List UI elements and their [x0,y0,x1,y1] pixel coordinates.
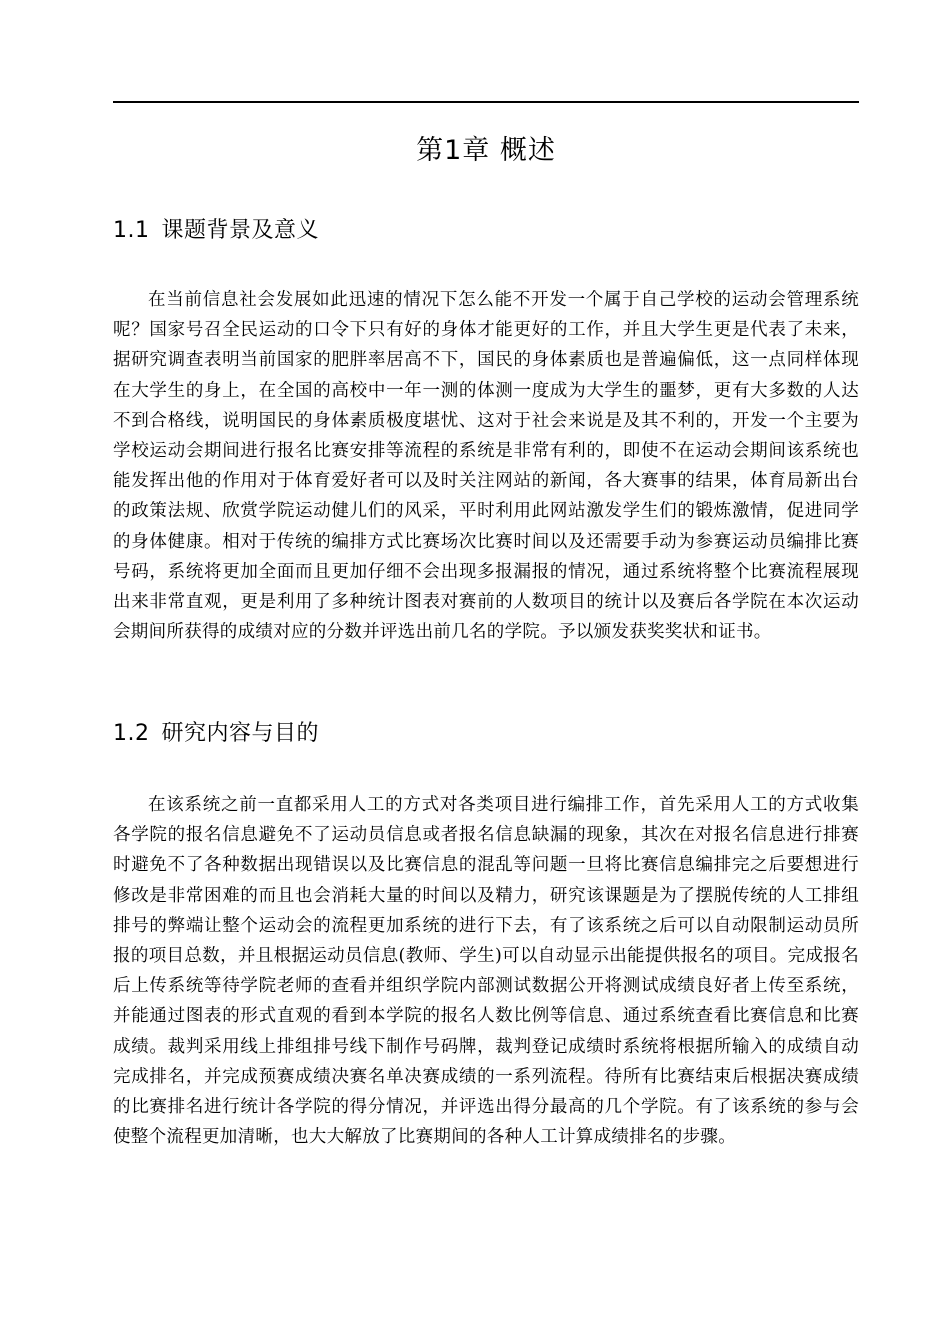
section-title: 研究内容与目的 [161,721,320,746]
section-1-1-paragraph: 在当前信息社会发展如此迅速的情况下怎么能不开发一个属于自己学校的运动会管理系统呢？国家号召全民运动的口令下只有好的身体才能更好的工作，并且大学生更是代表了未来，据研究调查表明当前国家的肥胖率居高不下，国民的身体素质也是普遍偏低，这一点同样体现在大学生的身上，在全国的高校中一年一测的体测一度成为大学生的噩梦，更有大多数的人达不到合格线，说明国民的身体素质极度堪忧、这对于社会来说是及其不利的，开发一个主要为学校运动会期间进行报名比赛安排等流程的系统是非常有利的，即使不在运动会期间该系统也能发挥出他的作用对于体育爱好者可以及时关注网站的新闻，各大赛事的结果，体育局新出台的政策法规、欣赏学院运动健儿们的风采，平时利用此网站激发学生们的锻炼激情，促进同学的身体健康。相对于传统的编排方式比赛场次比赛时间以及还需要手动为参赛运动员编排比赛号码，系统将更加全面而且更加仔细不会出现多报漏报的情况，通过系统将整个比赛流程展现出来非常直观，更是利用了多种统计图表对赛前的人数项目的统计以及赛后各学院在本次运动会期间所获得的成绩对应的分数并评选出前几名的学院。予以颁发获奖奖状和证书。 [113,290,859,643]
header-rule [113,101,859,103]
section-title: 课题背景及意义 [161,218,320,243]
section-1-2-paragraph: 在该系统之前一直都采用人工的方式对各类项目进行编排工作，首先采用人工的方式收集各学院的报名信息避免不了运动员信息或者报名信息缺漏的现象，其次在对报名信息进行排赛时避免不了各种数据出现错误以及比赛信息的混乱等问题一旦将比赛信息编排完之后要想进行修改是非常困难的而且也会消耗大量的时间以及精力，研究该课题是为了摆脱传统的人工排组排号的弊端让整个运动会的流程更加系统的进行下去，有了该系统之后可以自动限制运动员所报的项目总数，并且根据运动员信息(教师、学生)可以自动显示出能提供报名的项目。完成报名后上传系统等待学院老师的查看并组织学院内部测试数据公开将测试成绩良好者上传至系统，并能通过图表的形式直观的看到本学院的报名人数比例等信息、通过系统查看比赛信息和比赛成绩。裁判采用线上排组排号线下制作号码牌，裁判登记成绩时系统将根据所输入的成绩自动完成排名，并完成预赛成绩决赛名单决赛成绩的一系列流程。待所有比赛结束后根据决赛成绩的比赛排名进行统计各学院的得分情况，并评选出得分最高的几个学院。有了该系统的参与会使整个流程更加清晰，也大大解放了比赛期间的各种人工计算成绩排名的步骤。 [113,795,859,1148]
section-number: 1.1 [113,218,150,243]
section-number: 1.2 [113,721,150,746]
section-heading-1-1 [113,215,319,247]
section-heading-1-2 [113,718,319,750]
chapter-title: 第1章 概述 [416,135,556,166]
